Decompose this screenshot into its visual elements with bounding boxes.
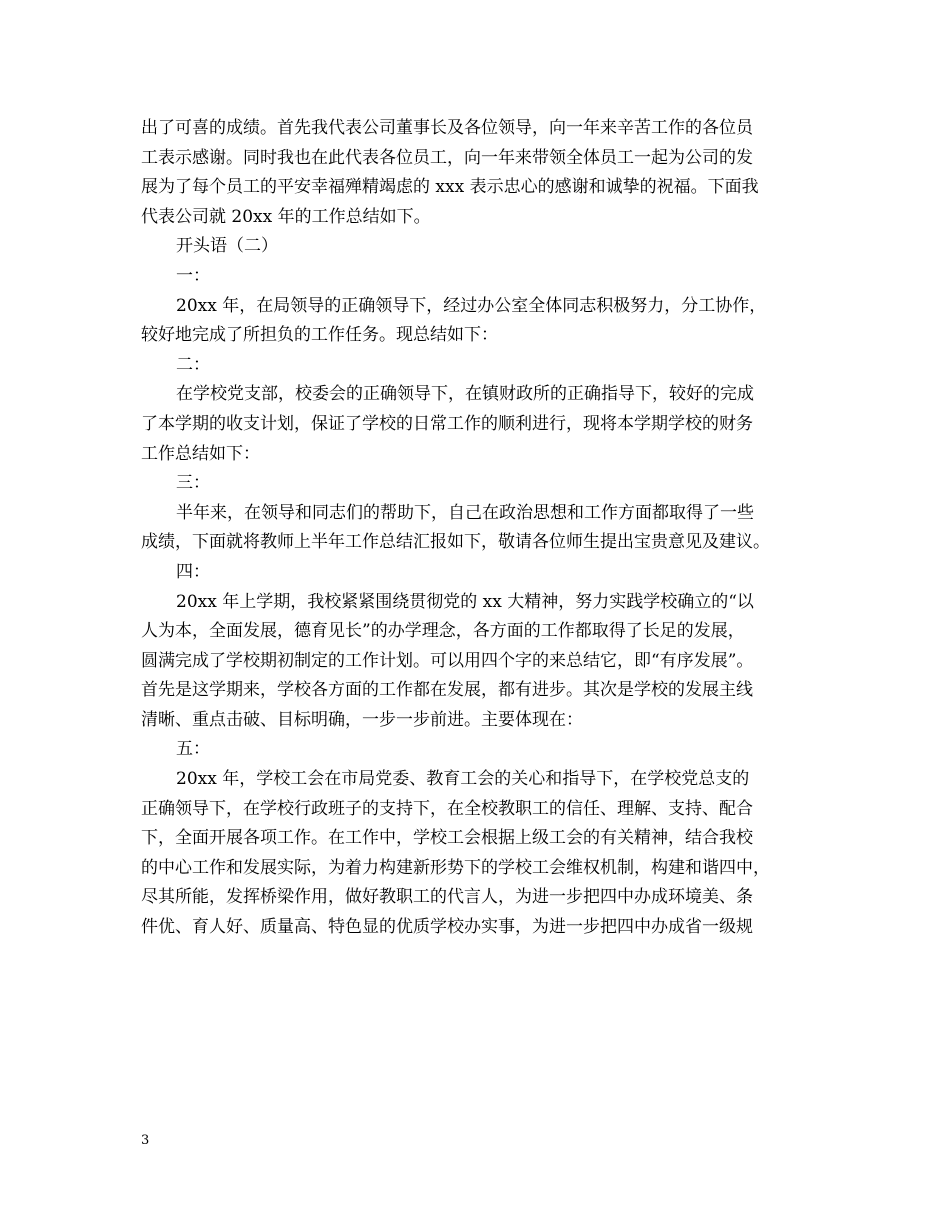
text-line: 20xx 年上学期，我校紧紧围绕贯彻党的 xx 大精神，努力实践学校确立的“以 (176, 591, 754, 612)
text-line: 20xx 年，学校工会在市局党委、教育工会的关心和指导下，在学校党总支的 (176, 769, 750, 790)
text-line: 二： (176, 354, 210, 375)
text-line: 尽其所能，发挥桥梁作用，做好教职工的代言人，为进一步把四中办成环境美、条 (141, 887, 753, 908)
text-line: 了本学期的收支计划，保证了学校的日常工作的顺利进行，现将本学期学校的财务 (141, 413, 753, 434)
text-line: 较好地完成了所担负的工作任务。现总结如下： (141, 325, 498, 346)
text-line: 清晰、重点击破、目标明确，一步一步前进。主要体现在： (141, 709, 583, 730)
text-line: 首先是这学期来，学校各方面的工作都在发展，都有进步。其次是学校的发展主线 (141, 680, 753, 701)
text-line: 成绩，下面就将教师上半年工作总结汇报如下，敬请各位师生提出宝贵意见及建议。 (141, 532, 770, 553)
text-line: 在学校党支部，校委会的正确领导下，在镇财政所的正确指导下，较好的完成 (176, 384, 754, 405)
text-line: 代表公司就 20xx 年的工作总结如下。 (141, 206, 431, 227)
text-line: 人为本，全面发展，德育见长”的办学理念，各方面的工作都取得了长足的发展， (141, 621, 745, 642)
text-line: 五： (176, 739, 210, 760)
text-line: 工表示感谢。同时我也在此代表各位员工，向一年来带领全体员工一起为公司的发 (141, 147, 753, 168)
text-line: 件优、育人好、质量高、特色显的优质学校办实事，为进一步把四中办成省一级规 (141, 917, 753, 938)
text-line: 的中心工作和发展实际，为着力构建新形势下的学校工会维权机制，构建和谐四中， (141, 857, 770, 878)
text-line: 一： (176, 265, 210, 286)
text-line: 20xx 年，在局领导的正确领导下，经过办公室全体同志积极努力，分工协作， (176, 295, 767, 316)
text-line: 正确领导下，在学校行政班子的支持下，在全校教职工的信任、理解、支持、配合 (141, 798, 753, 819)
text-line: 出了可喜的成绩。首先我代表公司董事长及各位领导，向一年来辛苦工作的各位员 (141, 118, 753, 138)
document-body (141, 114, 811, 943)
text-line: 开头语（二） (176, 236, 278, 257)
text-line: 展为了每个员工的平安幸福殚精竭虑的 xxx 表示忠心的感谢和诚挚的祝福。下面我 (141, 177, 759, 198)
text-line: 下，全面开展各项工作。在工作中，学校工会根据上级工会的有关精神，结合我校 (141, 828, 753, 849)
text-line: 工作总结如下： (141, 443, 260, 464)
text-line: 三： (176, 473, 210, 494)
text-line: 半年来，在领导和同志们的帮助下，自己在政治思想和工作方面都取得了一些 (176, 502, 754, 523)
page-number: 3 (141, 1133, 150, 1148)
text-line: 四： (176, 561, 210, 582)
text-line: 圆满完成了学校期初制定的工作计划。可以用四个字的来总结它，即“有序发展”。 (141, 650, 754, 671)
